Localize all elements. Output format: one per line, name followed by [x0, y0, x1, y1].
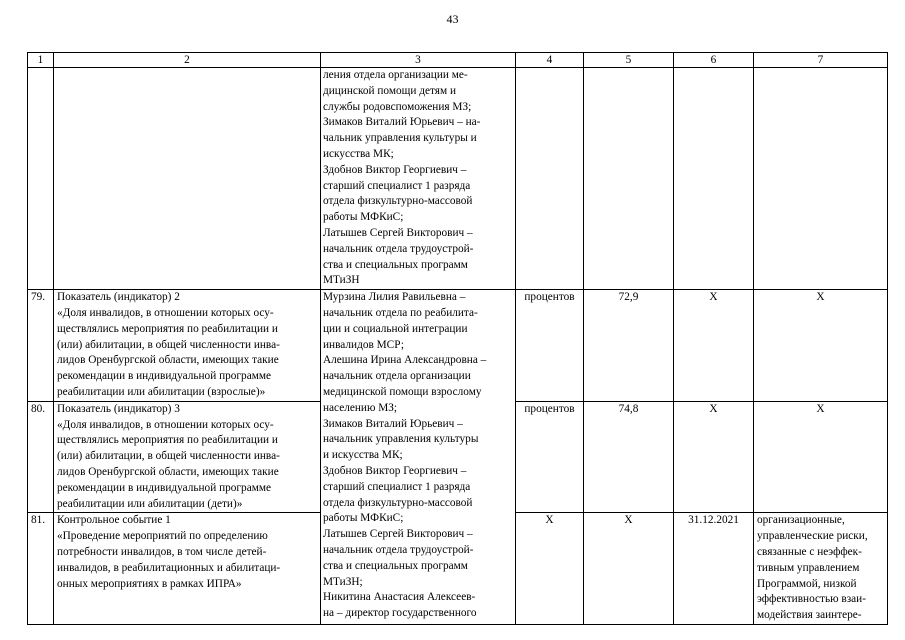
- program-table: [27, 52, 888, 625]
- row-date: Х: [674, 401, 754, 513]
- header-row: [28, 53, 888, 68]
- row-unit: [516, 68, 584, 290]
- row-responsible: Мурзина Лилия Равильевна – начальник отдела по реабилита- ции и социальной интеграции инвалидов МСР; Алешина Ирина Александровна – начальник отдела организации медицинской помощи взрослому населению МЗ; Зимаков Виталий Юрьевич – начальник управления культуры и искусства МК; Здобнов Виктор Георгиевич – старший специалист 1 разряда отдела физкультурно-массовой работы МФКиС; Латышев Сергей Викторович – начальник отдела трудоустрой- ства и специальных программ МТиЗН; Никитина Анастасия Алексеев- на – директор государственного: [321, 290, 516, 625]
- row-responsible: ления отдела организации ме- дицинской помощи детям и службы родовспоможения МЗ; Зимаков Виталий Юрьевич – на- чальник управления культуры и искусства МК; Здобнов Виктор Георгиевич – старший специалист 1 разряда отдела физкультурно-массовой работы МФКиС; Латышев Сергей Викторович – начальник отдела трудоустрой- ства и специальных программ МТиЗН: [321, 68, 516, 290]
- row-risk: [754, 68, 888, 290]
- header-col-7: 7: [754, 53, 888, 68]
- page-number: 43: [446, 12, 459, 26]
- row-value: 74,8: [584, 401, 674, 513]
- header-col-5: 5: [584, 53, 674, 68]
- header-col-1: 1: [28, 53, 54, 68]
- row-risk: Х: [754, 401, 888, 513]
- row-risk: Х: [754, 290, 888, 402]
- row-date: Х: [674, 290, 754, 402]
- row-number: 80.: [28, 401, 54, 513]
- row-value: [584, 68, 674, 290]
- row-date: 31.12.2021: [674, 513, 754, 625]
- header-col-2: 2: [54, 53, 321, 68]
- row-name: [54, 68, 321, 290]
- row-risk: организационные, управленческие риски, связанные с неэффек- тивным управлением Программой, низкой эффективностью взаи- модействия заинтере-: [754, 513, 888, 625]
- row-value: Х: [584, 513, 674, 625]
- header-col-6: 6: [674, 53, 754, 68]
- table-row: [28, 68, 888, 290]
- row-number: [28, 68, 54, 290]
- row-unit: Х: [516, 513, 584, 625]
- row-date: [674, 68, 754, 290]
- row-number: 81.: [28, 513, 54, 625]
- row-name: Показатель (индикатор) 2 «Доля инвалидов, в отношении которых осу- ществлялись мероприятия по реабилитации и (или) абилитации, в общей численности инва- лидов Оренбургской области, имеющих такие рекомендации в индивидуальной программе реабилитации или абилитации (взрослые)»: [54, 290, 321, 402]
- row-unit: процентов: [516, 401, 584, 513]
- row-name: Показатель (индикатор) 3 «Доля инвалидов, в отношении которых осу- ществлялись мероприятия по реабилитации и (или) абилитации, в общей численности инва- лидов Оренбургской области, имеющих такие рекомендации в индивидуальной программе реабилитации или абилитации (дети)»: [54, 401, 321, 513]
- row-name: Контрольное событие 1 «Проведение мероприятий по определению потребности инвалидов, в том числе детей- инвалидов, в реабилитационных и абилитаци- онных мероприятиях в рамках ИПРА»: [54, 513, 321, 625]
- row-number: 79.: [28, 290, 54, 402]
- row-unit: процентов: [516, 290, 584, 402]
- header-col-4: 4: [516, 53, 584, 68]
- table-row: [28, 290, 888, 402]
- header-col-3: 3: [321, 53, 516, 68]
- row-value: 72,9: [584, 290, 674, 402]
